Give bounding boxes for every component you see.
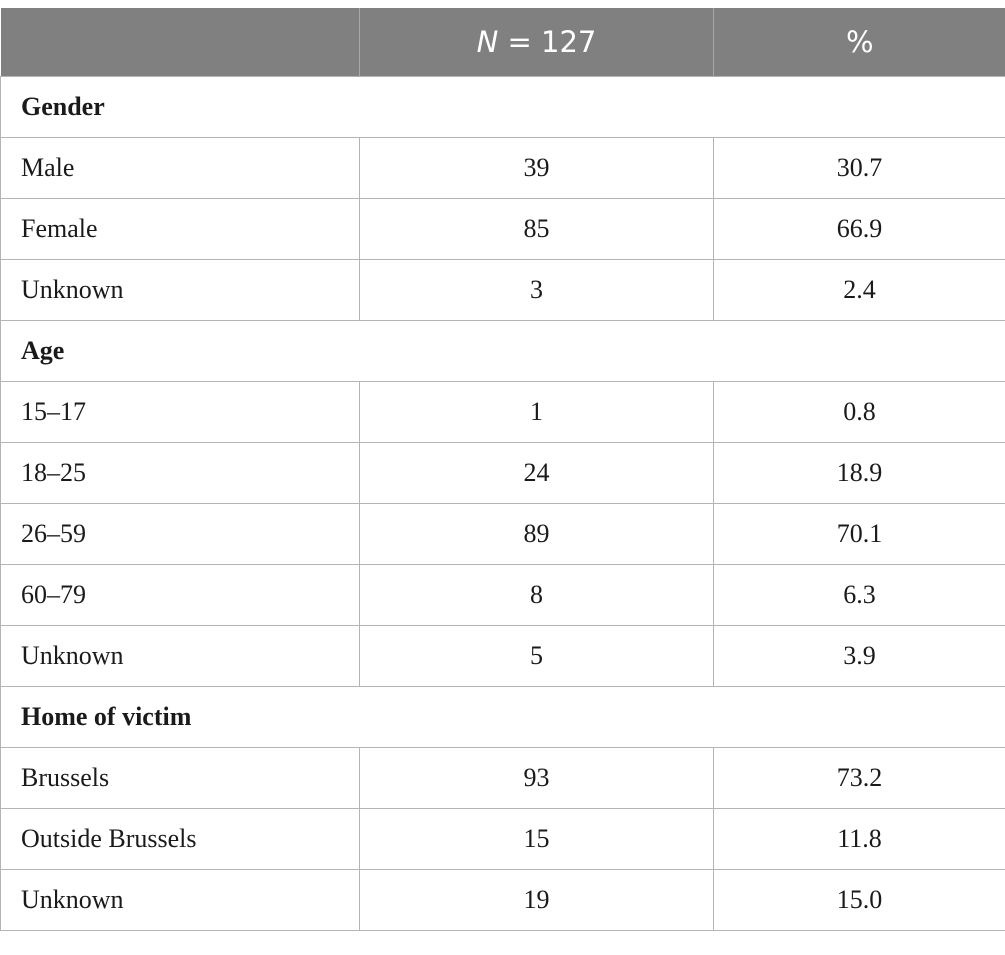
row-count: 85 [360, 199, 714, 260]
row-percent: 11.8 [714, 809, 1005, 870]
table-row [1, 809, 1005, 870]
table-row [1, 565, 1005, 626]
section-row-gender [1, 77, 1005, 138]
row-percent: 6.3 [714, 565, 1005, 626]
row-percent: 0.8 [714, 382, 1005, 443]
row-count: 19 [360, 870, 714, 931]
row-label: Male [1, 138, 360, 199]
row-count: 15 [360, 809, 714, 870]
row-label: Brussels [1, 748, 360, 809]
row-count: 5 [360, 626, 714, 687]
row-label: Unknown [1, 870, 360, 931]
row-count: 24 [360, 443, 714, 504]
row-percent: 70.1 [714, 504, 1005, 565]
header-category [1, 8, 360, 77]
row-percent: 30.7 [714, 138, 1005, 199]
section-title: Age [1, 321, 1005, 382]
table-header [1, 8, 1005, 77]
row-count: 39 [360, 138, 714, 199]
section-title: Home of victim [1, 687, 1005, 748]
row-percent: 73.2 [714, 748, 1005, 809]
demographics-table [0, 8, 1005, 931]
table-body [1, 77, 1005, 931]
table-row [1, 748, 1005, 809]
row-count: 3 [360, 260, 714, 321]
row-percent: 15.0 [714, 870, 1005, 931]
table-row [1, 870, 1005, 931]
table-row [1, 504, 1005, 565]
row-count: 8 [360, 565, 714, 626]
row-count: 89 [360, 504, 714, 565]
header-n-symbol: N [476, 25, 499, 59]
row-count: 93 [360, 748, 714, 809]
table-row [1, 138, 1005, 199]
demographics-table-container [0, 8, 1005, 931]
section-title: Gender [1, 77, 1005, 138]
table-row [1, 199, 1005, 260]
table-row [1, 260, 1005, 321]
table-row [1, 443, 1005, 504]
row-label: 15–17 [1, 382, 360, 443]
row-percent: 2.4 [714, 260, 1005, 321]
row-label: Female [1, 199, 360, 260]
section-row-age [1, 321, 1005, 382]
row-label: 26–59 [1, 504, 360, 565]
table-row [1, 382, 1005, 443]
header-count [360, 8, 714, 77]
row-percent: 66.9 [714, 199, 1005, 260]
row-label: 18–25 [1, 443, 360, 504]
header-n-value: = 127 [498, 25, 597, 59]
row-label: Unknown [1, 626, 360, 687]
table-row [1, 626, 1005, 687]
row-percent: 18.9 [714, 443, 1005, 504]
row-label: 60–79 [1, 565, 360, 626]
section-row-home-of-victim [1, 687, 1005, 748]
header-row [1, 8, 1005, 77]
row-count: 1 [360, 382, 714, 443]
row-label: Unknown [1, 260, 360, 321]
header-percent: % [714, 8, 1005, 77]
row-label: Outside Brussels [1, 809, 360, 870]
row-percent: 3.9 [714, 626, 1005, 687]
